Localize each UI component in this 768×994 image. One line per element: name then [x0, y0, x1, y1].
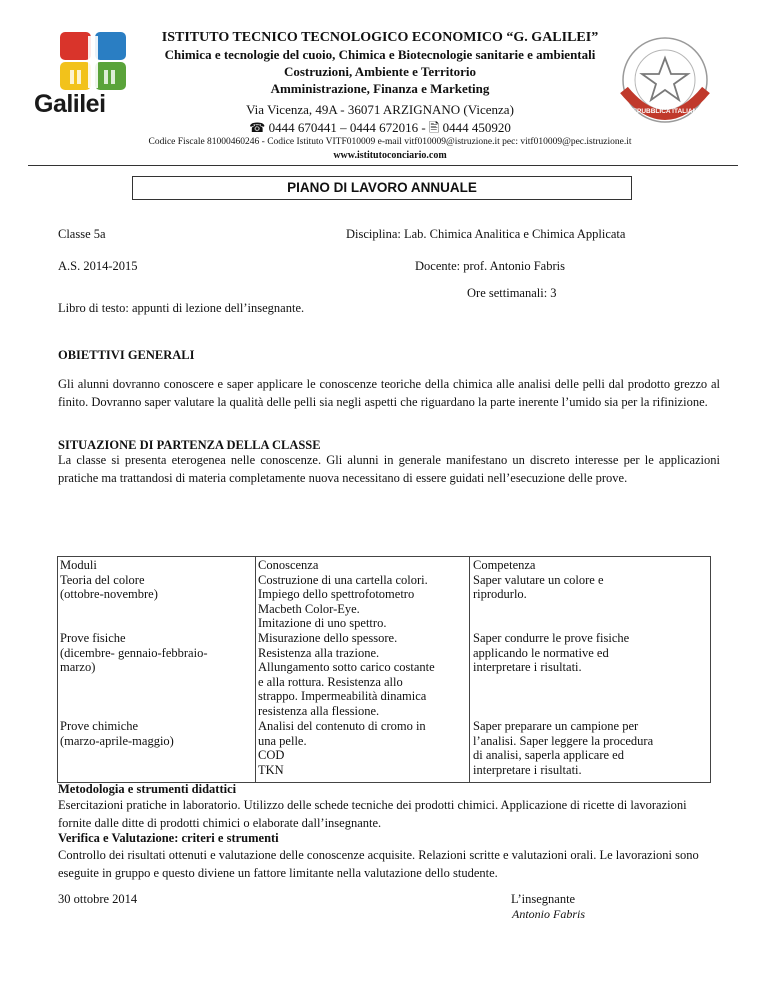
- cell-line: marzo): [60, 660, 96, 675]
- school-year-label: A.S. 2014-2015: [58, 259, 138, 273]
- modules-table: [57, 556, 711, 783]
- table-header-moduli: Moduli: [60, 558, 97, 572]
- cell-line: TKN: [258, 762, 284, 777]
- school-website: www.istitutoconciario.com: [333, 150, 447, 161]
- logo-wordmark: Galilei: [34, 90, 106, 118]
- cell-line: l’analisi. Saper leggere la procedura: [473, 733, 654, 748]
- school-codes: Codice Fiscale 81000460246 - Codice Istituto VITF010009 e-mail vitf010009@istruzione.it pec: vitf010009@pec.istruzione.it: [148, 137, 632, 147]
- subject-label: Disciplina: Lab. Chimica Analitica e Chimica Applicata: [346, 227, 626, 241]
- class-label: Classe 5a: [58, 227, 106, 241]
- cell-line: applicando le normative ed: [473, 645, 609, 660]
- starting-situation-heading: SITUAZIONE DI PARTENZA DELLA CLASSE: [58, 438, 321, 452]
- cell-line: Saper condurre le prove fisiche: [473, 631, 630, 645]
- emblem-ribbon-text: REPUBBLICA ITALIANA: [627, 108, 703, 115]
- cell-line: Saper preparare un campione per: [473, 719, 639, 733]
- cell-line: Macbeth Color-Eye.: [258, 601, 360, 616]
- teacher-signature: Antonio Fabris: [512, 907, 586, 921]
- signature-label: L’insegnante: [511, 892, 576, 906]
- objectives-text: Gli alunni dovranno conoscere e saper applicare le conoscenze teoriche della chimica alle analisi delle pelli dal prodotto grezzo al finito. Dovranno saper valutare la qualità delle pelli sia negli aspetti che riguardano la parte inerente l’umido sia per la rifinizione.: [58, 377, 720, 409]
- table-row-1-competenza: [473, 573, 604, 602]
- table-row-1-modulo: [60, 573, 158, 602]
- school-phones: ☎ 0444 670441 – 0444 672016 - 🖹 0444 450920: [249, 120, 511, 135]
- table-header-competenza: Competenza: [473, 558, 536, 572]
- starting-situation-text: La classe si presenta eterogenea nelle conoscenze. Gli alunni in generale manifestano un discreto interesse per le applicazioni pratiche ma trattandosi di materia completamente nuova necessitano di essere guidati nell’esecuzione delle prove.: [58, 453, 720, 485]
- cell-line: interpretare i risultati.: [473, 762, 582, 777]
- header-divider: [28, 165, 738, 166]
- courses-line-3: Amministrazione, Finanza e Marketing: [270, 81, 490, 96]
- methodology-heading: Metodologia e strumenti didattici: [58, 782, 237, 796]
- table-column-divider: [255, 557, 256, 782]
- cell-line: Impiego dello spettrofotometro: [258, 587, 415, 602]
- cell-line: Teoria del colore: [60, 572, 145, 587]
- methodology-text: Esercitazioni pratiche in laboratorio. Utilizzo delle schede tecniche dei prodotti chimici. Applicazione di ricette di lavorazioni fornite dalle ditte di prodotti chimici o elaborate dall’insegnante.: [58, 798, 687, 830]
- cell-line: Costruzione di una cartella colori.: [258, 572, 428, 587]
- table-column-divider: [469, 557, 470, 782]
- cell-line: Saper valutare un colore e: [473, 572, 604, 587]
- table-row-2-competenza: [473, 631, 629, 675]
- table-row-3-competenza: [473, 719, 653, 777]
- republic-emblem: [612, 30, 718, 136]
- cell-line: Prove chimiche: [60, 719, 139, 733]
- cell-line: Analisi del contenuto di cromo in: [258, 719, 426, 733]
- courses-line-2: Costruzioni, Ambiente e Territorio: [283, 64, 477, 79]
- textbook-label: Libro di testo: appunti di lezione dell’insegnante.: [58, 301, 305, 315]
- cell-line: Resistenza alla trazione.: [258, 645, 380, 660]
- school-address: Via Vicenza, 49A - 36071 ARZIGNANO (Vicenza): [246, 102, 514, 117]
- cell-line: Allungamento sotto carico costante: [258, 660, 435, 675]
- table-header-conoscenza: Conoscenza: [258, 558, 319, 572]
- cell-line: riprodurlo.: [473, 587, 527, 602]
- cell-line: Imitazione di uno spettro.: [258, 616, 387, 631]
- table-row-2-modulo: [60, 631, 208, 675]
- document-date: 30 ottobre 2014: [58, 892, 138, 906]
- cell-line: (marzo-aprile-maggio): [60, 733, 174, 748]
- cell-line: COD: [258, 748, 285, 763]
- table-row-3-conoscenza: [258, 719, 426, 777]
- cell-line: (dicembre- gennaio-febbraio-: [60, 645, 208, 660]
- evaluation-text: Controllo dei risultati ottenuti e valutazione delle conoscenze acquisite. Relazioni scritte e valutazioni orali. Le lavorazioni sono eseguite in gruppo e questo diviene un fattore limitante nella valutazione dello studente.: [58, 848, 699, 880]
- cell-line: Prove fisiche: [60, 631, 126, 645]
- teacher-label: Docente: prof. Antonio Fabris: [415, 259, 565, 273]
- cell-line: strappo. Impermeabilità dinamica: [258, 689, 427, 704]
- objectives-heading: OBIETTIVI GENERALI: [58, 348, 195, 362]
- evaluation-heading: Verifica e Valutazione: criteri e strumenti: [58, 831, 279, 845]
- cell-line: resistenza alla flessione.: [258, 703, 380, 718]
- table-row-1-conoscenza: [258, 573, 428, 631]
- courses-line-1: Chimica e tecnologie del cuoio, Chimica e Biotecnologie sanitarie e ambientali: [164, 47, 596, 62]
- cell-line: interpretare i risultati.: [473, 660, 582, 675]
- table-row-3-modulo: [60, 719, 174, 748]
- cell-line: (ottobre-novembre): [60, 587, 158, 602]
- cell-line: Misurazione dello spessore.: [258, 631, 398, 645]
- document-title: PIANO DI LAVORO ANNUALE: [132, 176, 632, 200]
- cell-line: e alla rottura. Resistenza allo: [258, 674, 403, 689]
- cell-line: di analisi, saperla applicare ed: [473, 748, 624, 763]
- cell-line: una pelle.: [258, 733, 307, 748]
- school-name: ISTITUTO TECNICO TECNOLOGICO ECONOMICO “G. GALILEI”: [161, 30, 599, 45]
- school-logo: [58, 30, 128, 92]
- weekly-hours-label: Ore settimanali: 3: [467, 286, 557, 300]
- table-row-2-conoscenza: [258, 631, 435, 719]
